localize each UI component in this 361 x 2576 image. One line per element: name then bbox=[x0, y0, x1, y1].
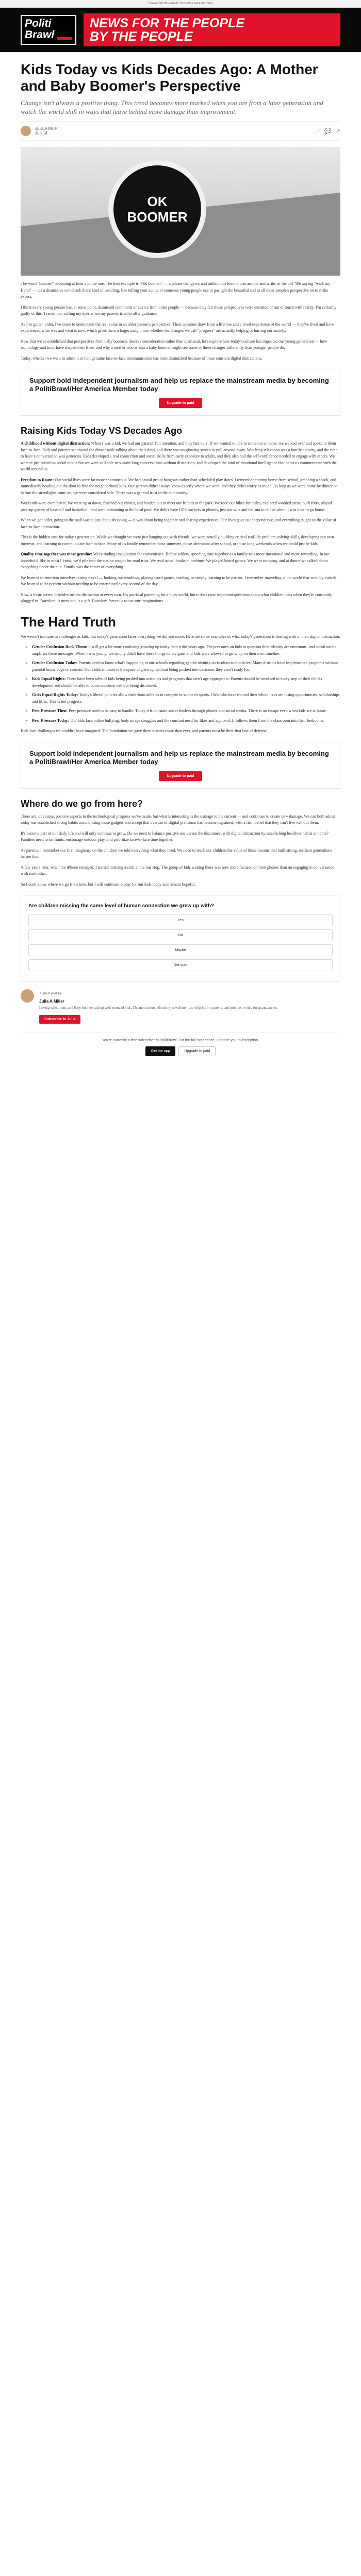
poll-option[interactable]: No bbox=[28, 929, 333, 941]
logo-line-2: Brawl bbox=[25, 29, 55, 41]
logo-accent bbox=[57, 37, 72, 40]
tagline-line-2: BY THE PEOPLE bbox=[90, 29, 193, 44]
author-avatar[interactable] bbox=[21, 989, 34, 1003]
header-tagline bbox=[84, 13, 340, 46]
reader-poll bbox=[21, 895, 340, 982]
upgrade-button[interactable]: Upgrade to paid bbox=[159, 398, 202, 408]
item-lead: Girls Equal Rights Today: bbox=[32, 692, 78, 697]
list-item bbox=[32, 718, 340, 724]
item-lead: Peer Pressure Then: bbox=[32, 708, 68, 713]
section-paragraph: This is the hidden cost for today's generation. While we thought we were just hanging out with friends, we were actually building critical real-life problem-solving skills, developing our own interests, and learning to communicate face-to-face. Many of us fondly remember those summers, those afternoons after school, or those long weekends when we could just be kids. bbox=[21, 535, 334, 546]
paragraph-lead: Freedom to Roam: bbox=[21, 477, 54, 482]
section-paragraph: Weekends were even better. We were up at dawn, finished our chores, and headed out to meet our friends at the park. We rode our bikes for miles, explored wooded areas, built forts, played pick-up games of baseball and basketball, and went swimming at the local pool. We didn't have GPS trackers or phones, just our wits and the sun to tell us when it was time to go home. bbox=[21, 501, 332, 512]
footer-upgrade-button[interactable]: Upgrade to paid bbox=[178, 1046, 216, 1056]
list-item bbox=[32, 692, 340, 705]
section-paragraph: Now, a basic screen provides instant distraction at every turn. It's practical parenting for a busy world, but it does raise important questions about what children miss when they're constantly plugged in. Boredom, it turns out, is a gift. Boredom forces us to use our imaginations. bbox=[21, 592, 332, 603]
guest-post-label: A guest post by bbox=[39, 991, 62, 995]
hero-image bbox=[21, 147, 340, 276]
section-paragraph bbox=[21, 440, 340, 473]
item-lead: Gender Confusion Today: bbox=[32, 660, 78, 665]
intro-paragraph: Now that we've established that perspectives from baby boomers deserve consideration rather than dismissal, let's explore how today's culture has impacted our young generation — how technology and tools have shaped their lives, and why a mother who is also a baby boomer might see some of these changes differently than younger people do. bbox=[21, 338, 327, 350]
item-text: Peer pressure used to be easy to handle. Today it is constant and relentless through phones and social media. There is no escape even when kids are at home. bbox=[69, 708, 327, 713]
upgrade-button[interactable]: Upgrade to paid bbox=[159, 771, 202, 781]
poll-question: Are children missing the same level of human connection we grew up with? bbox=[28, 903, 215, 909]
poll-option[interactable]: Maybe bbox=[28, 944, 333, 956]
poll-option[interactable]: Not sure bbox=[28, 959, 333, 971]
membership-cta bbox=[21, 742, 340, 789]
section-paragraph bbox=[21, 477, 340, 497]
section-heading: Raising Kids Today VS Decades Ago bbox=[21, 426, 183, 436]
intro-paragraph: I think every young person has, at some point, dismissed comments or advice from older people — because they felt those perspectives were outdated or out of touch with reality. I'm certainly guilty of this. I remember rolling my eyes when my parents tried to offer guidance. bbox=[21, 304, 337, 316]
list-item bbox=[32, 708, 340, 715]
site-header bbox=[0, 8, 361, 52]
author-bio: Loving wife, mom, and baby boomer raising well-rounded kids. The motivation behind my newsletter is to help inform parents and provide a voice for grandparents. bbox=[39, 1006, 278, 1010]
intro-paragraph: Today, whether we want to admit it or not, genuine face-to-face communication has been diminished because of these constant digital distractions. bbox=[21, 355, 262, 361]
subscribe-author-button[interactable]: Subscribe to Julia bbox=[39, 1015, 80, 1024]
intro-paragraph: As I've gotten older, I've come to understand the real value in an older person's perspective. Their opinions draw from a lifetime and a lived experience of the world — they've lived and have experienced what was and what is now, which gives them a larger insight into whether the changes we call "progress" are actually helping or hurting our society. bbox=[21, 321, 334, 333]
intro-paragraph: The word "boomer" becoming at least a polite one. The best example is "OK boomer" — a phrase that gen-z and millennials love to toss around and write, or the old "80s saying "walk my Hand" — it's a dismissive comeback that's kind of insulting, like telling your auntie or someone young people use to gaslight the beautiful and to all older people's perspective on to make excess. bbox=[21, 281, 331, 299]
section-paragraph: We learned to entertain ourselves during travel — looking out windows, playing word games, reading, or simply learning to be patient. I remember marveling at the world that went by outside. We learned to be present without needing to be entertained every second of the day. bbox=[21, 575, 338, 586]
item-text: Parents need to know what's happening in our schools regarding gender identity curriculum and policies. Many districts have implemented programs without parental knowledge or consent. Our children deserve the space to grow up without being pushed into decisions they aren't ready for. bbox=[32, 660, 338, 672]
politibrawl-logo[interactable] bbox=[21, 15, 76, 45]
paragraph-lead: Quality time together was more genuine: bbox=[21, 552, 93, 556]
list-item bbox=[32, 660, 340, 673]
byline bbox=[21, 121, 340, 141]
author-name[interactable]: Julia A Miller bbox=[39, 999, 64, 1004]
author-avatar[interactable] bbox=[21, 126, 31, 136]
subscription-status: You're currently a free subscriber to PolitiBrawl. For the full experience, upgrade your subscription. bbox=[102, 1039, 259, 1042]
cta-heading: Support bold independent journalism and help us replace the mainstream media by becoming a PolitiBrawl/Her America Member today bbox=[29, 749, 329, 766]
item-lead: Gender Confusion Rock Them: bbox=[32, 645, 88, 649]
publish-date: Jun 14 bbox=[35, 131, 48, 135]
section-paragraph: There are, of course, positive aspects to the technological progress we've made, but what is interesting is the damage to the current — and continues to create new damage. We can both admit today has established strong habits around using these gadgets and accept that overuse of digital platforms has become ingrained, with a firm belief that they can't live without them. bbox=[21, 814, 335, 825]
list-item bbox=[32, 644, 340, 657]
paragraph-text: We're trading imagination for convenience. Before tablets, spending time together as a family was more intentional and more rewarding. In our household, like in most I knew, we'd pile into the station wagon for road trips. We read actual books at bedtime. We played board games. We went camping, and at dinner we talked about everything under the sun. Family was the center of everything. bbox=[21, 552, 330, 569]
comment-icon[interactable]: 💬 bbox=[324, 128, 332, 134]
membership-cta bbox=[21, 369, 340, 416]
item-lead: Kids Equal Rights: bbox=[32, 676, 66, 681]
section-paragraph bbox=[21, 551, 340, 571]
section-outro: Kids face challenges we couldn't have imagined. The foundation we gave them matters more than ever, and parents must be their first line of defense. bbox=[21, 728, 268, 733]
section-intro: We weren't immune to challenges as kids, but today's generation faces everything we did and more. Here are some examples of what today's generation is dealing with in their digital distraction: bbox=[21, 634, 340, 639]
cta-heading: Support bold independent journalism and help us replace the mainstream media by becoming a PolitiBrawl/Her America Member today bbox=[29, 377, 329, 393]
author-block bbox=[21, 989, 340, 1024]
footer bbox=[21, 1032, 340, 1077]
challenge-list bbox=[21, 644, 340, 724]
item-text: There have been tales of kids being pushed into activities and programs that aren't age appropriate. Parents should be involved in every step of their child's development and should be able to voice concerns without being dismissed. bbox=[32, 676, 322, 688]
share-icon[interactable]: ↗ bbox=[335, 128, 340, 134]
article-title: Kids Today vs Kids Decades Ago: A Mother and Baby Boomer's Perspective bbox=[21, 61, 318, 94]
heart-icon[interactable]: ♡ bbox=[315, 128, 321, 134]
list-item bbox=[32, 676, 340, 689]
item-text: Our kids face online bullying, body image struggles and the constant need for likes and approval. It follows them from the classroom into their bedrooms. bbox=[70, 718, 325, 723]
get-app-button[interactable]: Get the app bbox=[145, 1046, 176, 1056]
section-paragraph: As parents, I remember our first imaginary on the children we told everything what they need. We need to teach our children the value of those lessons that built strong, resilient generations before them. bbox=[21, 848, 332, 859]
forwarded-notice[interactable]: Forwarded this email? Subscribe here for more bbox=[0, 0, 361, 8]
tagline-line-1: NEWS FOR THE PEOPLE bbox=[90, 16, 245, 30]
item-text: It will get a lot more confusing growing up today than it did years ago. The pressures on kids to question their identity are enormous, and social media amplifies these messages. When I was young, we simply didn't have these things to navigate, and kids were allowed to grow up on their own timeline. bbox=[32, 645, 337, 656]
section-paragraph: When we got older, going to the mall wasn't just about shopping — it was about being together and sharing experiences. Our lives gave us independence, and everything taught us the value of face-to-face interaction. bbox=[21, 518, 336, 529]
logo-line-1: Politi bbox=[25, 18, 52, 29]
section-paragraph: It's become part of our daily life and will only continue to grow. Do we need to balance positive use versus the disconnect with digital distraction by establishing healthier habits at home? Families need to set limits, encourage outdoor play, and prioritize face-to-face time together. bbox=[21, 831, 329, 842]
poll-option[interactable]: Yes bbox=[28, 914, 333, 926]
section-paragraph: So I don't know where we go from here, but I will continue to pray for our kids today and remain hopeful. bbox=[21, 882, 196, 887]
item-lead: Peer Pressure Today: bbox=[32, 718, 70, 723]
section-heading: Where do we go from here? bbox=[21, 798, 143, 809]
badge-line-2: BOOMER bbox=[127, 209, 188, 225]
ok-boomer-badge bbox=[108, 160, 206, 258]
author-name[interactable]: Julia A Miller bbox=[35, 126, 58, 131]
section-heading: The Hard Truth bbox=[21, 614, 116, 630]
article-subtitle: Change isn't always a positive thing. This trend becomes more marked when you are from a later generation and watch the world shift in ways that leave behind more damage than improvement. bbox=[21, 99, 323, 115]
item-text: Today's liberal policies allow male-born athletes to compete in women's sports. Girls who have trained their whole lives are losing opportunities, scholarships and titles. This is not progress. bbox=[32, 692, 340, 704]
section-paragraph: A few years later, when the iPhone emerged, I started noticing a shift at the bus stop. The group of kids waiting there was now more focused on their phones than on engaging in conversation with each other. bbox=[21, 865, 335, 876]
paragraph-text: Our social lives were far more spontaneous. We had casual group hangouts rather than scheduled play dates. I remember coming home from school, grabbing a snack, and immediately heading out the door to find the neighborhood kids. Our parents didn't always know exactly where we were, and they didn't worry as much. As long as we were home by dinner or before the streetlights came on, we were considered safe. There was a general trust in the community. bbox=[21, 477, 337, 495]
article-body bbox=[0, 61, 361, 1077]
paragraph-text: When I was a kid, we had our parents' full attention, and they had ours. If we wanted to talk to someone at home, we walked over and spoke to them face-to-face. Kids and parents sat around the dinner table talking about their days, and there was no glowing screen to pull anyone away. Watching television was a family activity, and the time to have a conversation was generous. Kids developed a real connection and social skills from early exposure to adults, and they also had the self-confidence needed to engage with others. We weren't just raised on social media but we were still able to sustain long conversations without distraction, and developed the kind of emotional intelligence that helps us communicate with the world around us. bbox=[21, 441, 338, 471]
badge-line-1: OK bbox=[147, 194, 168, 209]
paragraph-lead: A childhood without digital distraction: bbox=[21, 441, 90, 446]
